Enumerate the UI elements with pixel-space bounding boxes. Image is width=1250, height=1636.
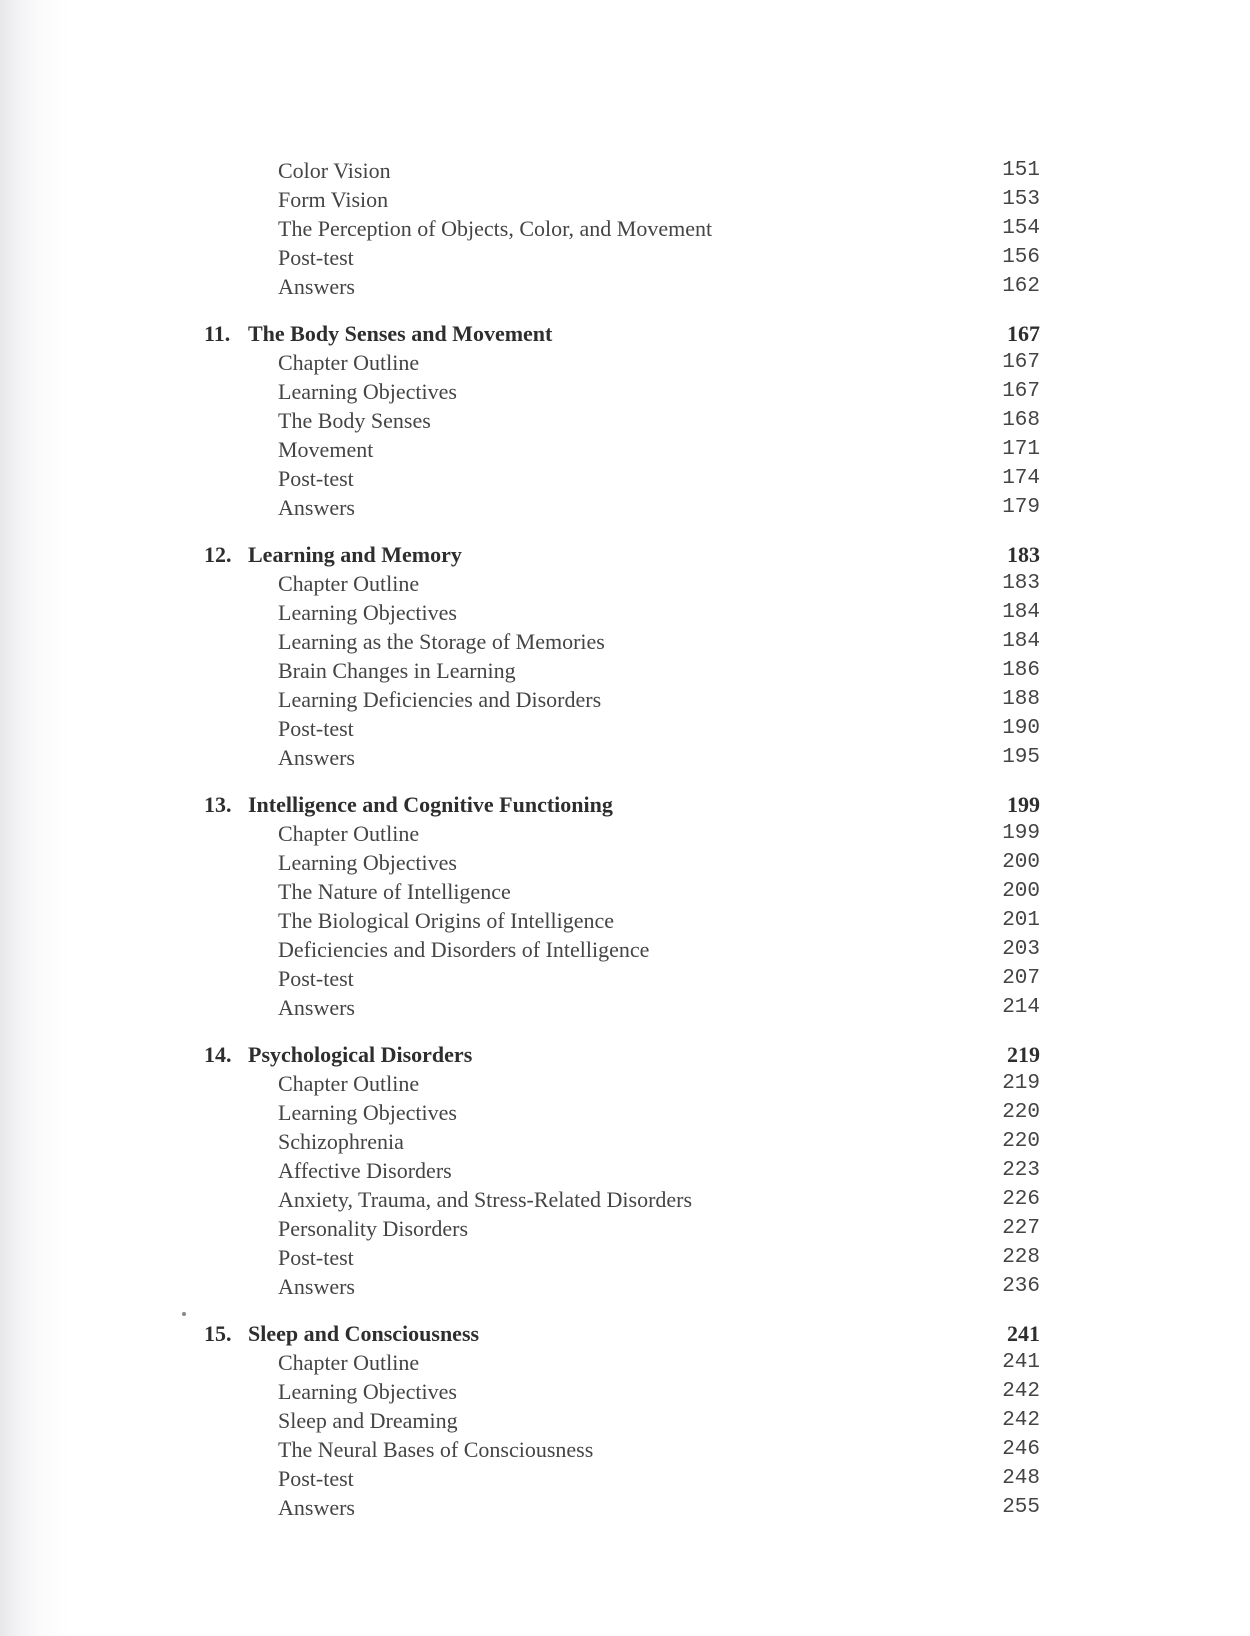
toc-section-row[interactable] [204,348,1040,377]
section-title: Answers [278,995,355,1020]
toc-chapter-row[interactable] [204,790,1040,819]
section-page-number: 214 [1002,996,1040,1019]
toc-section-row[interactable] [204,1377,1040,1406]
section-page-number: 248 [1002,1467,1040,1490]
toc-section-row[interactable] [204,598,1040,627]
section-page-number: 246 [1002,1438,1040,1461]
toc-chapter-row[interactable] [204,1040,1040,1069]
section-page-number: 162 [1002,275,1040,298]
toc-section-row[interactable] [204,243,1040,272]
toc-section-row[interactable] [204,1214,1040,1243]
section-page-number: 227 [1002,1217,1040,1240]
section-page-number: 242 [1002,1409,1040,1432]
toc-section-row[interactable] [204,156,1040,185]
section-page-number: 174 [1002,467,1040,490]
section-title: Color Vision [278,158,391,183]
toc-section-row[interactable] [204,214,1040,243]
section-title: Post-test [278,1245,354,1270]
toc-chapter-row[interactable] [204,540,1040,569]
toc-section-row[interactable] [204,819,1040,848]
section-page-number: 183 [1002,572,1040,595]
chapter-title: Sleep and Consciousness [248,1321,480,1346]
toc-section-row[interactable] [204,714,1040,743]
section-title: Chapter Outline [278,821,420,846]
section-page-number: 154 [1002,217,1040,240]
section-title: Learning Objectives [278,379,457,404]
section-title: Answers [278,1274,355,1299]
section-page-number: 171 [1002,438,1040,461]
section-title: Deficiencies and Disorders of Intelligence [278,937,650,962]
chapter-number: 14. [204,1042,232,1067]
section-page-number: 220 [1002,1101,1040,1124]
chapter-page-number: 219 [1007,1042,1040,1067]
section-title: Answers [278,1495,355,1520]
section-title: Personality Disorders [278,1216,469,1241]
toc-section-row[interactable] [204,685,1040,714]
section-page-number: 167 [1002,351,1040,374]
toc-chapter-row[interactable] [204,1319,1040,1348]
section-title: Sleep and Dreaming [278,1408,458,1433]
section-page-number: 179 [1002,496,1040,519]
section-page-number: 255 [1002,1496,1040,1519]
section-title: Chapter Outline [278,1350,420,1375]
chapter-title: Psychological Disorders [248,1042,473,1067]
section-title: Affective Disorders [278,1158,452,1183]
section-page-number: 236 [1002,1275,1040,1298]
section-title: Answers [278,274,355,299]
section-title: The Biological Origins of Intelligence [278,908,615,933]
section-title: Answers [278,745,355,770]
section-title: Post-test [278,716,354,741]
toc-section-row[interactable] [204,656,1040,685]
section-title: Movement [278,437,374,462]
toc-section-row[interactable] [204,272,1040,301]
section-page-number: 228 [1002,1246,1040,1269]
section-title: The Neural Bases of Consciousness [278,1437,594,1462]
section-page-number: 190 [1002,717,1040,740]
toc-section-row[interactable] [204,1272,1040,1301]
chapter-number: 11. [204,321,231,346]
section-title: The Body Senses [278,408,431,433]
section-page-number: 220 [1002,1130,1040,1153]
toc-section-row[interactable] [204,1156,1040,1185]
section-page-number: 156 [1002,246,1040,269]
section-page-number: 200 [1002,851,1040,874]
section-page-number: 153 [1002,188,1040,211]
toc-section-row[interactable] [204,964,1040,993]
chapter-page-number: 199 [1007,792,1040,817]
section-title: Chapter Outline [278,571,420,596]
chapter-title: Learning and Memory [248,542,462,567]
chapter-page-number: 167 [1007,321,1040,346]
toc-section-row[interactable] [204,1185,1040,1214]
section-page-number: 242 [1002,1380,1040,1403]
chapter-page-number: 241 [1007,1321,1040,1346]
section-title: Learning Deficiencies and Disorders [278,687,602,712]
toc-section-row[interactable] [204,185,1040,214]
section-title: Learning Objectives [278,1379,457,1404]
section-title: Brain Changes in Learning [278,658,516,683]
chapter-title: Intelligence and Cognitive Functioning [248,792,613,817]
section-title: Post-test [278,245,354,270]
toc-section-row[interactable] [204,743,1040,772]
section-page-number: 195 [1002,746,1040,769]
toc-section-row[interactable] [204,1464,1040,1493]
toc-section-row[interactable] [204,848,1040,877]
toc-section-row[interactable] [204,1348,1040,1377]
section-title: Post-test [278,1466,354,1491]
toc-section-row[interactable] [204,1243,1040,1272]
section-page-number: 167 [1002,380,1040,403]
section-page-number: 184 [1002,601,1040,624]
section-title: Answers [278,495,355,520]
section-title: Chapter Outline [278,1071,420,1096]
toc-section-row[interactable] [204,993,1040,1022]
section-page-number: 241 [1002,1351,1040,1374]
section-page-number: 207 [1002,967,1040,990]
section-title: Learning as the Storage of Memories [278,629,605,654]
section-title: Learning Objectives [278,850,457,875]
table-of-contents [204,156,1040,1522]
chapter-page-number: 183 [1007,542,1040,567]
section-page-number: 151 [1002,159,1040,182]
section-page-number: 199 [1002,822,1040,845]
chapter-number: 12. [204,542,232,567]
toc-section-row[interactable] [204,1406,1040,1435]
toc-section-row[interactable] [204,1127,1040,1156]
chapter-number: 13. [204,792,232,817]
toc-section-row[interactable] [204,1069,1040,1098]
section-title: Post-test [278,466,354,491]
section-page-number: 203 [1002,938,1040,961]
section-title: Learning Objectives [278,600,457,625]
toc-section-row[interactable] [204,435,1040,464]
section-title: Chapter Outline [278,350,420,375]
toc-section-row[interactable] [204,377,1040,406]
toc-section-row[interactable] [204,1435,1040,1464]
toc-section-row[interactable] [204,1098,1040,1127]
toc-section-row[interactable] [204,464,1040,493]
toc-chapter-row[interactable] [204,319,1040,348]
section-title: Form Vision [278,187,389,212]
section-page-number: 184 [1002,630,1040,653]
section-page-number: 226 [1002,1188,1040,1211]
toc-section-row[interactable] [204,569,1040,598]
section-title: The Nature of Intelligence [278,879,511,904]
section-page-number: 201 [1002,909,1040,932]
toc-section-row[interactable] [204,935,1040,964]
section-page-number: 223 [1002,1159,1040,1182]
toc-section-row[interactable] [204,906,1040,935]
section-page-number: 219 [1002,1072,1040,1095]
section-page-number: 186 [1002,659,1040,682]
section-title: Anxiety, Trauma, and Stress-Related Disorders [278,1187,693,1212]
toc-section-row[interactable] [204,877,1040,906]
section-title: Schizophrenia [278,1129,404,1154]
section-page-number: 188 [1002,688,1040,711]
scan-speck [182,1312,186,1316]
toc-section-row[interactable] [204,1493,1040,1522]
section-title: Learning Objectives [278,1100,457,1125]
chapter-number: 15. [204,1321,232,1346]
section-title: The Perception of Objects, Color, and Movement [278,216,713,241]
chapter-title: The Body Senses and Movement [248,321,553,346]
toc-section-row[interactable] [204,627,1040,656]
section-page-number: 200 [1002,880,1040,903]
section-title: Post-test [278,966,354,991]
toc-section-row[interactable] [204,493,1040,522]
section-page-number: 168 [1002,409,1040,432]
toc-section-row[interactable] [204,406,1040,435]
